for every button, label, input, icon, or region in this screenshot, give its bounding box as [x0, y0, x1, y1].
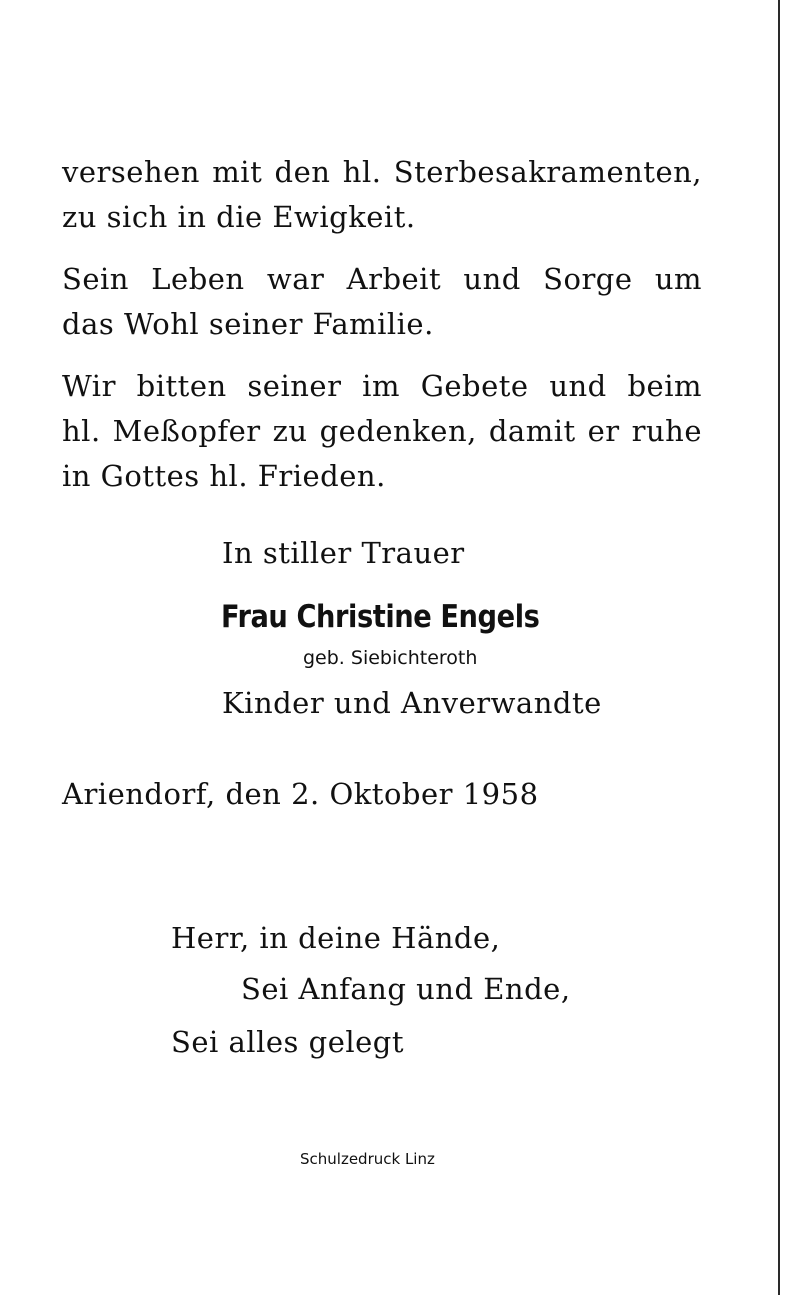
text-line: versehen mit den hl. Sterbesakramenten, [62, 155, 702, 189]
maiden-name: geb. Siebichteroth [303, 647, 478, 669]
family-members: Kinder und Anverwandte [222, 686, 602, 720]
text-line: Sein Leben war Arbeit und Sorge um [62, 262, 702, 296]
mourning-intro: In stiller Trauer [222, 536, 465, 570]
mourner-name: Frau Christine Engels [221, 599, 540, 635]
printer-credit: Schulzedruck Linz [300, 1150, 435, 1168]
text-line: in Gottes hl. Frieden. [62, 459, 386, 493]
text-line: hl. Meßopfer zu gedenken, damit er ruhe [62, 414, 702, 448]
text-line: das Wohl seiner Familie. [62, 307, 434, 341]
paragraph-sacraments [62, 150, 702, 240]
paragraph-life [62, 257, 702, 347]
paragraph-prayer-request [62, 364, 702, 499]
verse-line: Sei alles gelegt [171, 1025, 405, 1059]
text-line: Wir bitten seiner im Gebete und beim [62, 369, 702, 403]
text-line: zu sich in die Ewigkeit. [62, 200, 416, 234]
place-and-date: Ariendorf, den 2. Oktober 1958 [62, 777, 539, 811]
page-edge-line [778, 0, 780, 1295]
verse-line: Herr, in deine Hände, [171, 921, 501, 955]
verse-line: Sei Anfang und Ende, [241, 972, 571, 1006]
